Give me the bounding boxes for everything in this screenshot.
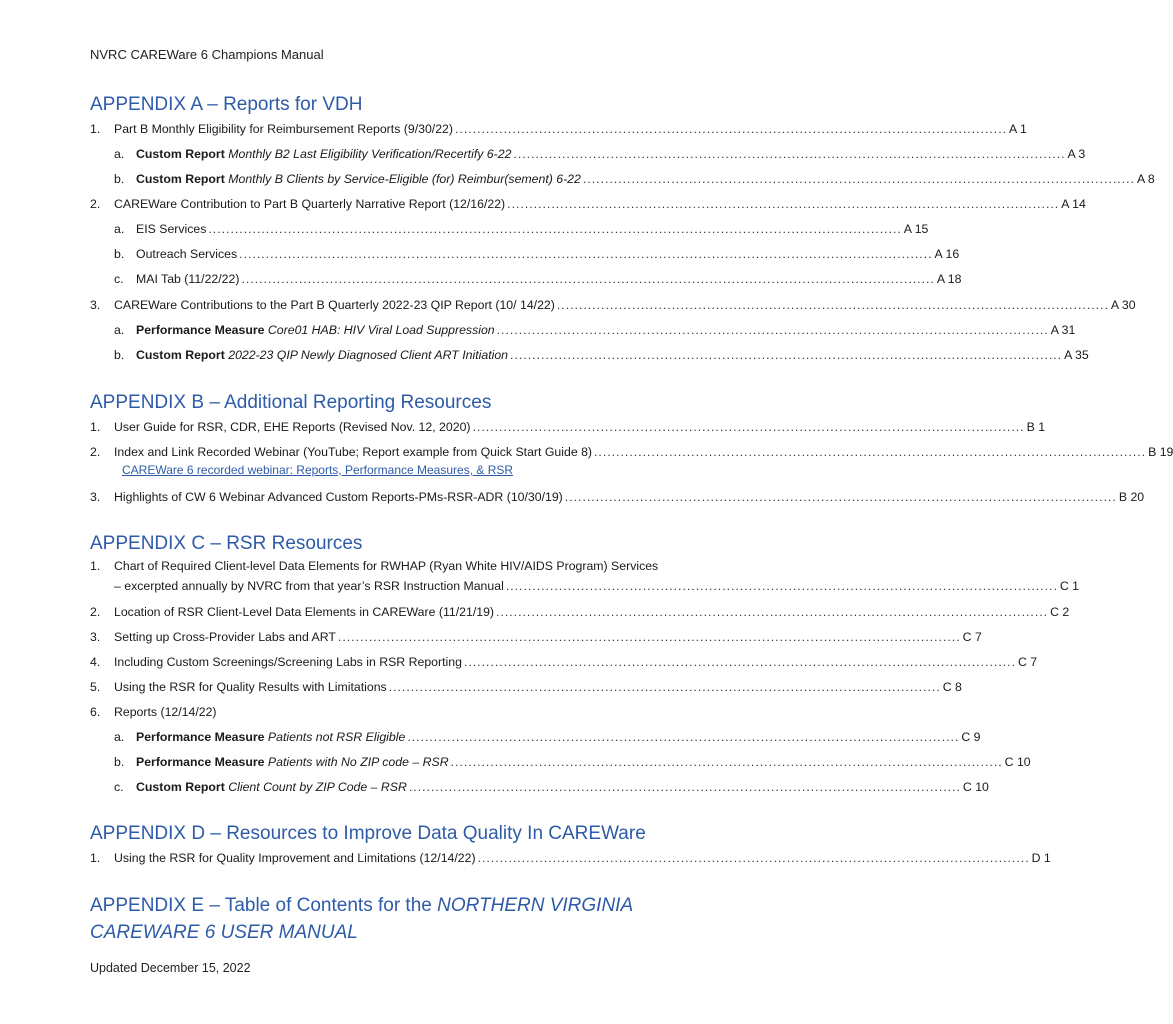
entry-text: Index and Link Recorded Webinar (YouTube; Report example from Quick Start Guide 8) xyxy=(114,445,593,459)
entry-page: A 15 xyxy=(903,222,929,236)
dot-leader: ............................................................................................................................. xyxy=(510,348,1063,362)
entry-number: b. xyxy=(114,348,125,362)
toc-entry[interactable] xyxy=(90,444,1173,460)
dot-leader: ............................................................................................................................. xyxy=(388,680,941,694)
entry-text: Part B Monthly Eligibility for Reimbursement Reports (9/30/22) xyxy=(114,122,453,136)
entry-text: MAI Tab (11/22/22) xyxy=(136,272,240,286)
entry-number: 5. xyxy=(90,680,101,694)
appendix-e-title xyxy=(90,895,633,917)
entry-title: Patients with No ZIP code – RSR xyxy=(267,755,449,769)
entry-page: C 10 xyxy=(1004,755,1031,769)
entry-text: EIS Services xyxy=(136,222,207,236)
toc-entry[interactable] xyxy=(114,221,929,237)
dot-leader: ............................................................................................................................. xyxy=(463,655,1016,669)
entry-number: 1. xyxy=(90,851,101,865)
running-header: NVRC CAREWare 6 Champions Manual xyxy=(90,47,324,62)
toc-entry[interactable] xyxy=(114,779,989,795)
entry-type: Custom Report xyxy=(136,172,225,186)
entry-text: Setting up Cross-Provider Labs and ART xyxy=(114,630,336,644)
entry-text: CAREWare Contributions to the Part B Quarterly 2022-23 QIP Report (10/ 14/22) xyxy=(114,298,555,312)
entry-title: 2022-23 QIP Newly Diagnosed Client ART Initiation xyxy=(228,348,509,362)
entry-page: D 1 xyxy=(1031,851,1051,865)
dot-leader: ............................................................................................................................................................. xyxy=(241,272,935,286)
appendix-c-title: APPENDIX C – RSR Resources xyxy=(90,533,363,554)
toc-entry[interactable] xyxy=(114,347,1089,363)
entry-text: – excerpted annually by NVRC from that year’s RSR Instruction Manual xyxy=(114,579,504,593)
entry-number: b. xyxy=(114,755,125,769)
entry-title: Monthly B2 Last Eligibility Verification/Recertify 6-22 xyxy=(228,147,512,161)
entry-title: Monthly B Clients by Service-Eligible (for) Reimbur(sement) 6-22 xyxy=(228,172,581,186)
toc-entry[interactable] xyxy=(90,489,1145,505)
entry-number: 2. xyxy=(90,197,101,211)
toc-entry-continuation[interactable] xyxy=(114,578,1080,594)
toc-entry[interactable] xyxy=(114,171,1155,187)
entry-type: Custom Report xyxy=(136,348,225,362)
entry-page: A 31 xyxy=(1050,323,1076,337)
toc-entry[interactable] xyxy=(114,754,1031,770)
appendix-e-title-italic: NORTHERN VIRGINIA xyxy=(437,895,634,916)
appendix-e-title-line2: CAREWARE 6 USER MANUAL xyxy=(90,922,358,943)
appendix-d-title: APPENDIX D – Resources to Improve Data Quality In CAREWare xyxy=(90,823,646,844)
entry-number: 6. xyxy=(90,705,101,719)
dot-leader: ............................................................................................................................. xyxy=(505,579,1058,593)
entry-page: B 20 xyxy=(1118,490,1145,504)
entry-type: Performance Measure xyxy=(136,755,265,769)
entry-number: a. xyxy=(114,323,125,337)
dot-leader: ............................................................................................................................. xyxy=(408,780,961,794)
toc-entry[interactable] xyxy=(90,419,1046,435)
entry-number: 3. xyxy=(90,630,101,644)
toc-entry[interactable] xyxy=(114,271,962,287)
toc-entry[interactable] xyxy=(114,729,981,745)
toc-entry[interactable] xyxy=(114,246,960,262)
entry-page: B 19 xyxy=(1148,445,1173,459)
dot-leader: ............................................................................................................................. xyxy=(507,197,1060,211)
entry-page: C 7 xyxy=(962,630,982,644)
dot-leader: ............................................................................................................................. xyxy=(564,490,1117,504)
toc-entry[interactable] xyxy=(90,679,962,695)
entry-text: Chart of Required Client-level Data Elements for RWHAP (Ryan White HIV/AIDS Program) Services xyxy=(114,559,659,573)
appendix-e-title-prefix: APPENDIX E – Table of Contents for the xyxy=(90,895,438,916)
entry-text: Using the RSR for Quality Results with Limitations xyxy=(114,680,387,694)
entry-page: A 8 xyxy=(1136,172,1155,186)
entry-text: User Guide for RSR, CDR, EHE Reports (Revised Nov. 12, 2020) xyxy=(114,420,471,434)
entry-page: A 30 xyxy=(1110,298,1136,312)
dot-leader: ............................................................................................................................. xyxy=(450,755,1003,769)
toc-entry[interactable] xyxy=(90,604,1070,620)
entry-type: Custom Report xyxy=(136,147,225,161)
entry-number: 1. xyxy=(90,420,101,434)
entry-text: Location of RSR Client-Level Data Elements in CAREWare (11/21/19) xyxy=(114,605,495,619)
entry-page: A 35 xyxy=(1064,348,1089,362)
dot-leader: ............................................................................................................................................................. xyxy=(239,247,933,261)
entry-text: Outreach Services xyxy=(136,247,238,261)
entry-number: 3. xyxy=(90,298,101,312)
entry-text: Highlights of CW 6 Webinar Advanced Custom Reports-PMs-RSR-ADR (10/30/19) xyxy=(114,490,563,504)
entry-type: Performance Measure xyxy=(136,323,265,337)
appendix-b-title: APPENDIX B – Additional Reporting Resources xyxy=(90,392,492,413)
entry-title: Client Count by ZIP Code – RSR xyxy=(228,780,407,794)
entry-number: b. xyxy=(114,247,125,261)
webinar-link[interactable]: CAREWare 6 recorded webinar: Reports, Performance Measures, & RSR xyxy=(122,463,514,477)
entry-page: C 8 xyxy=(942,680,962,694)
toc-entry[interactable] xyxy=(90,704,680,720)
dot-leader: ............................................................................................................................. xyxy=(454,122,1008,136)
toc-entry[interactable] xyxy=(90,297,1136,313)
toc-entry[interactable] xyxy=(90,654,1038,670)
entry-number: c. xyxy=(114,272,124,286)
dot-leader: ............................................................................................................................. xyxy=(496,605,1049,619)
entry-page: C 7 xyxy=(1017,655,1038,669)
entry-text: Including Custom Screenings/Screening Labs in RSR Reporting xyxy=(114,655,462,669)
entry-page: C 2 xyxy=(1050,605,1070,619)
entry-number: 2. xyxy=(90,605,101,619)
toc-entry[interactable] xyxy=(90,196,1086,212)
entry-page: A 3 xyxy=(1067,147,1086,161)
entry-page: A 14 xyxy=(1061,197,1086,211)
entry-page: C 10 xyxy=(962,780,989,794)
dot-leader: ............................................................................................................................. xyxy=(407,730,960,744)
toc-entry[interactable] xyxy=(114,322,1076,338)
toc-entry[interactable] xyxy=(90,558,680,574)
entry-page: B 1 xyxy=(1026,420,1046,434)
entry-number: c. xyxy=(114,780,124,794)
entry-number: a. xyxy=(114,147,125,161)
entry-page: A 18 xyxy=(936,272,962,286)
entry-number: 2. xyxy=(90,445,101,459)
entry-text: CAREWare Contribution to Part B Quarterly Narrative Report (12/16/22) xyxy=(114,197,506,211)
entry-text: Reports (12/14/22) xyxy=(114,705,217,719)
entry-number: a. xyxy=(114,730,125,744)
toc-entry[interactable] xyxy=(114,146,1086,162)
dot-leader: ............................................................................................................................................................. xyxy=(208,222,902,236)
entry-text: Using the RSR for Quality Improvement and Limitations (12/14/22) xyxy=(114,851,476,865)
entry-type: Performance Measure xyxy=(136,730,265,744)
dot-leader: ............................................................................................................................. xyxy=(556,298,1109,312)
entry-number: a. xyxy=(114,222,125,236)
dot-leader: ............................................................................................................................. xyxy=(594,445,1147,459)
entry-number: 4. xyxy=(90,655,101,669)
entry-page: C 9 xyxy=(961,730,981,744)
toc-entry[interactable] xyxy=(90,850,1051,866)
appendix-a-title: APPENDIX A – Reports for VDH xyxy=(90,94,363,115)
dot-leader: ............................................................................................................................. xyxy=(513,147,1066,161)
dot-leader: ............................................................................................................................. xyxy=(496,323,1049,337)
entry-page: A 16 xyxy=(934,247,960,261)
entry-number: b. xyxy=(114,172,125,186)
dot-leader: ............................................................................................................................. xyxy=(477,851,1030,865)
toc-entry[interactable] xyxy=(90,629,982,645)
dot-leader: ............................................................................................................................. xyxy=(582,172,1135,186)
toc-entry[interactable] xyxy=(90,121,1027,137)
entry-number: 1. xyxy=(90,122,101,136)
entry-title: Patients not RSR Eligible xyxy=(267,730,406,744)
entry-type: Custom Report xyxy=(136,780,225,794)
entry-title: Core01 HAB: HIV Viral Load Suppression xyxy=(267,323,495,337)
entry-page: C 1 xyxy=(1059,579,1080,593)
entry-page: A 1 xyxy=(1009,122,1027,136)
entry-number: 3. xyxy=(90,490,101,504)
dot-leader: ............................................................................................................................................. xyxy=(337,630,961,644)
entry-number: 1. xyxy=(90,559,101,573)
dot-leader: ............................................................................................................................. xyxy=(472,420,1025,434)
updated-date: Updated December 15, 2022 xyxy=(90,961,251,975)
